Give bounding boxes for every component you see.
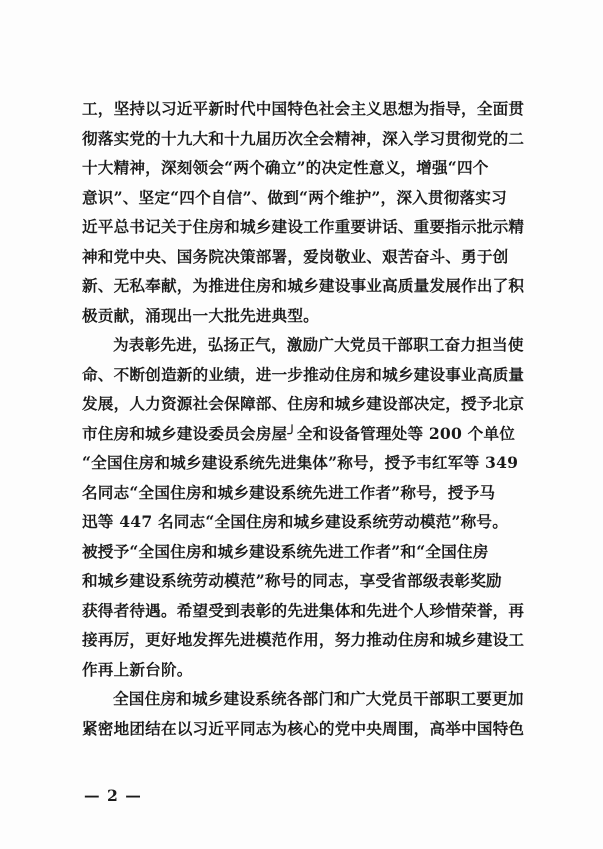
document-body	[82, 94, 530, 743]
text-line: 新、无私奉献，为推进住房和城乡建设事业高质量发展作出了积	[82, 276, 525, 295]
text-line: 和城乡建设系统劳动模范”称号的同志，享受省部级表彰奖励	[82, 571, 502, 590]
text-line: “全国住房和城乡建设系统先进集体”称号，授予韦红军等 349	[82, 453, 519, 472]
text-line: 作再上新台阶。	[82, 659, 193, 679]
page-number: — 2 —	[84, 786, 142, 805]
text-line: 紧密地团结在以习近平同志为核心的党中央周围，高举中国特色	[82, 718, 525, 738]
text-line: 彻落实党的十九大和十九届历次全会精神，深入学习贯彻党的二	[82, 128, 525, 148]
text-line: 迅等 447 名同志“全国住房和城乡建设系统劳动模范”称号。	[82, 512, 509, 531]
text-line: 工，坚持以习近平新时代中国特色社会主义思想为指导，全面贯	[82, 99, 525, 118]
paragraph-first-line: 全国住房和城乡建设系统各部门和广大党员干部职工要更加	[113, 689, 524, 708]
text-line: 市住房和城乡建设委员会房屋╯全和设备管理处等 200 个单位	[82, 423, 516, 443]
text-line: 近平总书记关于住房和城乡建设工作重要讲话、重要指示批示精	[82, 217, 525, 236]
text-line: 命、不断创造新的业绩，进一步推动住房和城乡建设事业高质量	[82, 364, 525, 384]
text-line: 神和党中央、国务院决策部署，爱岗敬业、艰苦奋斗、勇于创	[82, 246, 509, 266]
text-line: 被授予“全国住房和城乡建设系统先进工作者”和“全国住房	[82, 541, 489, 561]
text-line: 名同志“全国住房和城乡建设系统先进工作者”称号，授予马	[82, 482, 496, 502]
text-line: 接再厉，更好地发挥先进模范作用，努力推动住房和城乡建设工	[82, 630, 525, 649]
text-line: 极贡献，涌现出一大批先进典型。	[82, 305, 319, 325]
text-line: 发展，人力资源社会保障部、住房和城乡建设部决定，授予北京	[82, 394, 525, 413]
text-line: 意识”、坚定“四个自信”、做到“两个维护”，深入贯彻落实习	[82, 187, 507, 207]
paragraph-first-line: 为表彰先进，弘扬正气，激励广大党员干部职工奋力担当使	[113, 335, 524, 354]
text-line: 十大精神，深刻领会“两个确立”的决定性意义，增强“四个	[82, 158, 489, 177]
text-line: 获得者待遇。希望受到表彰的先进集体和先进个人珍惜荣誉，再	[82, 600, 525, 620]
